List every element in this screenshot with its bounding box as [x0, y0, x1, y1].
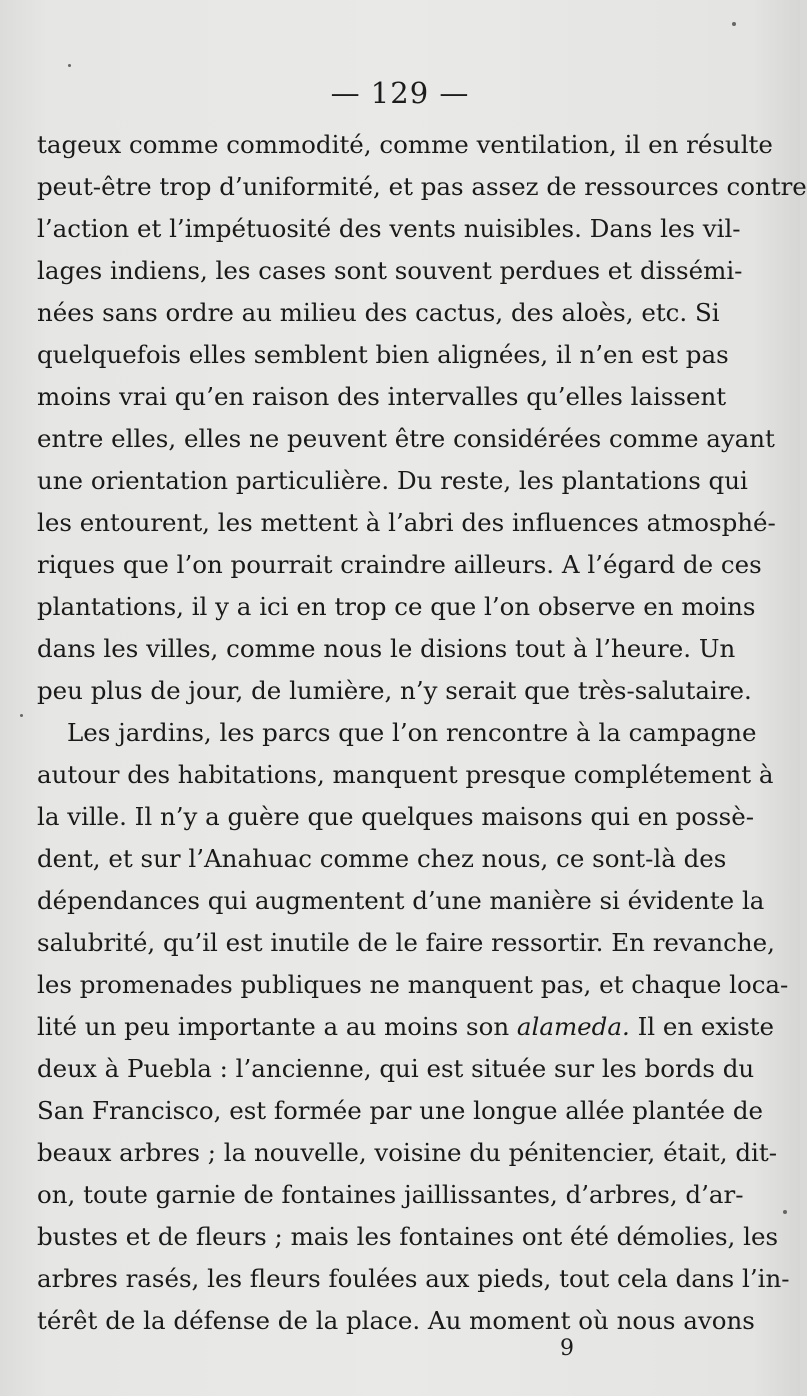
signature-mark: 9 — [560, 1336, 574, 1361]
text-line: on, toute garnie de fontaines jaillissantes, d’arbres, d’ar- — [37, 1180, 744, 1209]
text-line: lages indiens, les cases sont souvent perdues et dissémi- — [37, 256, 743, 285]
paper-speck — [732, 22, 736, 26]
text-line: dent, et sur l’Anahuac comme chez nous, ce sont-là des — [37, 844, 727, 873]
text-line: peut-être trop d’uniformité, et pas assez de ressources contre — [37, 172, 807, 201]
text-line: les entourent, les mettent à l’abri des influences atmosphé- — [37, 508, 776, 537]
text-line: autour des habitations, manquent presque complétement à — [37, 760, 774, 789]
text-line: les promenades publiques ne manquent pas, et chaque loca- — [37, 970, 789, 999]
page-number-header: — 129 — — [330, 76, 470, 110]
text-line: l’action et l’impétuosité des vents nuisibles. Dans les vil- — [37, 214, 741, 243]
text-line: moins vrai qu’en raison des intervalles qu’elles laissent — [37, 382, 727, 411]
paragraph-first-line: Les jardins, les parcs que l’on rencontre à la campagne — [67, 718, 757, 747]
text-line: bustes et de fleurs ; mais les fontaines ont été démolies, les — [37, 1222, 779, 1251]
paper-speck — [783, 1210, 787, 1214]
text-line: riques que l’on pourrait craindre ailleurs. A l’égard de ces — [37, 550, 762, 579]
text-line: deux à Puebla : l’ancienne, qui est située sur les bords du — [37, 1054, 755, 1083]
text-line: plantations, il y a ici en trop ce que l’on observe en moins — [37, 592, 756, 621]
text-line: dépendances qui augmentent d’une manière si évidente la — [37, 886, 765, 915]
text-line: la ville. Il n’y a guère que quelques maisons qui en possè- — [37, 802, 755, 831]
text-line-mixed — [37, 1006, 774, 1048]
paper-speck — [68, 64, 71, 67]
text-line: térêt de la défense de la place. Au moment où nous avons — [37, 1306, 755, 1335]
text-line: tageux comme commodité, comme ventilation, il en résulte — [37, 130, 773, 159]
text-line: une orientation particulière. Du reste, les plantations qui — [37, 466, 748, 495]
text-line: San Francisco, est formée par une longue allée plantée de — [37, 1096, 764, 1125]
body-text — [37, 124, 807, 1342]
text-line: quelquefois elles semblent bien alignées, il n’en est pas — [37, 340, 729, 369]
text-segment: lité un peu importante a au moins son — [37, 1012, 510, 1041]
text-line: arbres rasés, les fleurs foulées aux pieds, tout cela dans l’in- — [37, 1264, 790, 1293]
paper-speck — [20, 714, 23, 717]
text-line: salubrité, qu’il est inutile de le faire ressortir. En revanche, — [37, 928, 775, 957]
text-line: dans les villes, comme nous le disions tout à l’heure. Un — [37, 634, 736, 663]
text-line: nées sans ordre au milieu des cactus, des aloès, etc. Si — [37, 298, 720, 327]
text-line: entre elles, elles ne peuvent être considérées comme ayant — [37, 424, 775, 453]
text-line: beaux arbres ; la nouvelle, voisine du pénitencier, était, dit- — [37, 1138, 777, 1167]
italic-term: alameda. — [516, 1012, 630, 1041]
text-line: peu plus de jour, de lumière, n’y serait que très-salutaire. — [37, 676, 752, 705]
text-segment: Il en existe — [637, 1012, 774, 1041]
